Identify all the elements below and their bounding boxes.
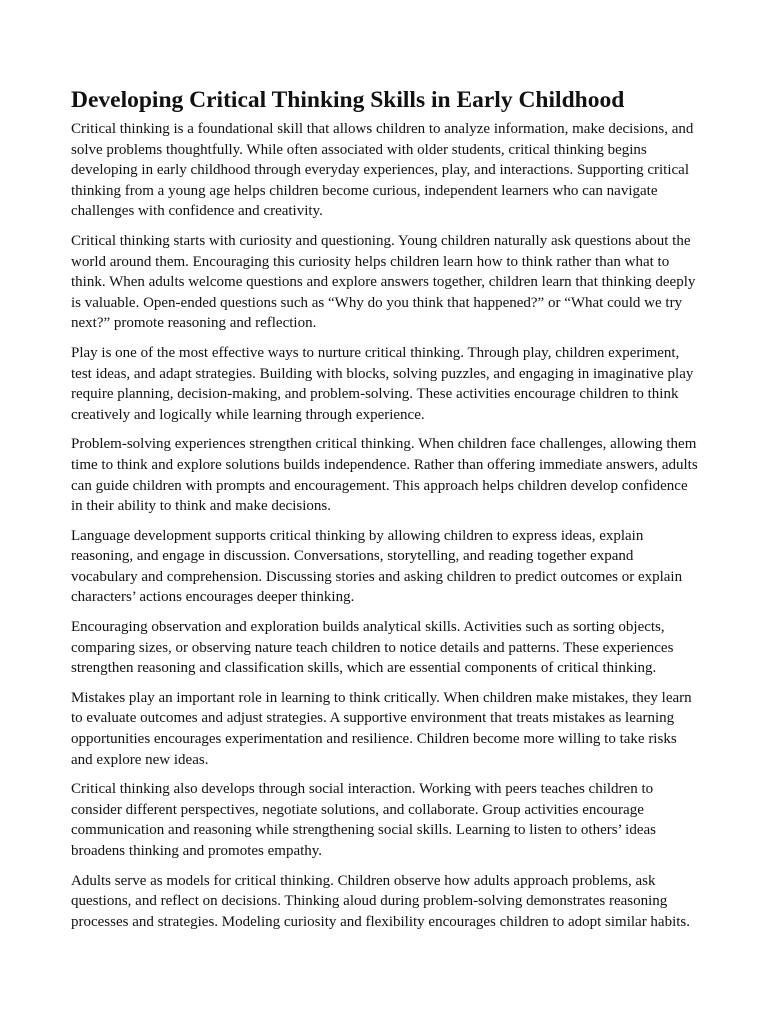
paragraph-adults: Adults serve as models for critical thinking. Children observe how adults approach problems, ask questions, and reflect on decisions. Thinking aloud during problem-solving demonstrates reasoning processes and strategies. Modeling curiosity and flexibility encourages children to adopt similar habits. xyxy=(71,872,691,930)
paragraph-problem-solving: Problem-solving experiences strengthen critical thinking. When children face challenges, allowing them time to think and explore solutions builds independence. Rather than offering immediate answers, adults can guide children with prompts and encouragement. This approach helps children develop confidence in their ability to think and make decisions. xyxy=(71,436,698,515)
document-page xyxy=(71,84,701,941)
paragraph-social: Critical thinking also develops through social interaction. Working with peers teaches children to consider different perspectives, negotiate solutions, and collaborate. Group activities encourage communication and reasoning while strengthening social skills. Learning to listen to others’ ideas broadens thinking and promotes empathy. xyxy=(71,781,657,859)
paragraph-curiosity: Critical thinking starts with curiosity and questioning. Young children naturally ask questions about the world around them. Encouraging this curiosity helps children learn how to think rather than what to think. When adults welcome questions and explore answers together, children learn that thinking deeply is valuable. Open-ended questions such as “Why do you think that happened?” or “What could we try next?” promote reasoning and reflection. xyxy=(71,232,696,332)
document-title: Developing Critical Thinking Skills in Early Childhood xyxy=(71,87,625,113)
paragraph-observation: Encouraging observation and exploration builds analytical skills. Activities such as sorting objects, comparing sizes, or observing nature teach children to notice details and patterns. These experiences strengthen reasoning and classification skills, which are essential components of critical thinking. xyxy=(71,619,674,677)
paragraph-mistakes: Mistakes play an important role in learning to think critically. When children make mistakes, they learn to evaluate outcomes and adjust strategies. A supportive environment that treats mistakes as learning opportunities encourages experimentation and resilience. Children become more willing to take risks and explore new ideas. xyxy=(71,689,692,768)
paragraph-play: Play is one of the most effective ways to nurture critical thinking. Through play, children experiment, test ideas, and adapt strategies. Building with blocks, solving puzzles, and engaging in imaginative play require planning, decision-making, and problem-solving. These activities encourage children to think creatively and logically while learning through experience. xyxy=(71,344,694,423)
paragraph-intro: Critical thinking is a foundational skill that allows children to analyze information, make decisions, and solve problems thoughtfully. While often associated with older students, critical thinking begins developing in early childhood through everyday experiences, play, and interactions. Supporting critical thinking from a young age helps children become curious, independent learners who can navigate challenges with confidence and creativity. xyxy=(71,121,694,220)
paragraph-language: Language development supports critical thinking by allowing children to express ideas, explain reasoning, and engage in discussion. Conversations, storytelling, and reading together expand vocabulary and comprehension. Discussing stories and asking children to predict outcomes or explain characters’ actions encourages deeper thinking. xyxy=(71,527,683,606)
